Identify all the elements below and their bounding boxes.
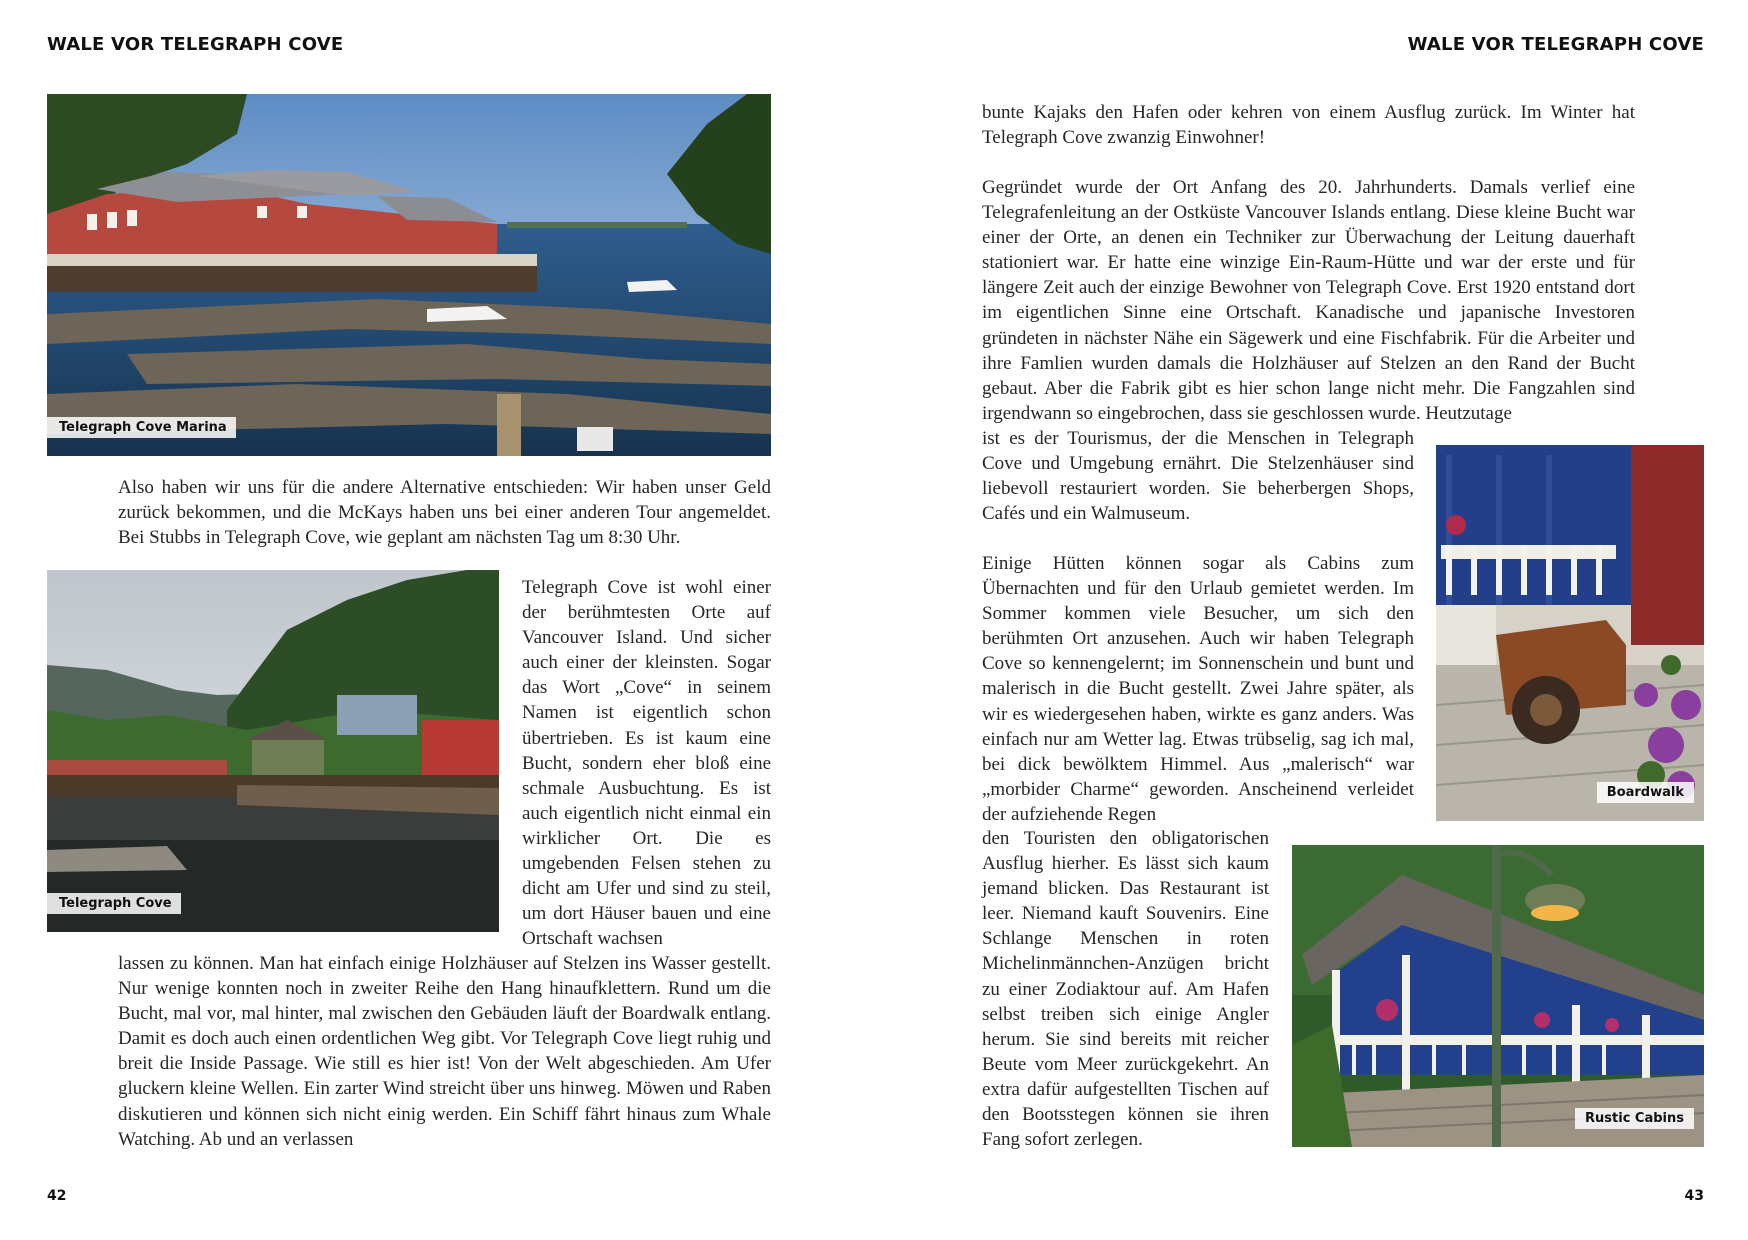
caption-rustic-cabins: Rustic Cabins — [1575, 1108, 1694, 1129]
photo-telegraph-cove-marina — [47, 94, 771, 456]
right-paragraph-history-text: Gegründet wurde der Ort Anfang des 20. Jahrhunderts. Damals verlief eine Telegrafenleitung an der Ostküste Vancouver Islands entlang. Diese kleine Bucht war einer der Orte, an denen ein Techniker zur Überwachung der Leitung dauerhaft stationiert war. Er hatte eine winzige Ein-Raum-Hütte und war der erste und für längere Zeit auch der einzige Bewohner von Telegraph Cove. Erst 1920 entstand dort im eigentlichen Sinne eine Ortschaft. Kanadische und japanische Investoren gründeten in nächster Nähe ein Sägewerk und eine Fischfabrik. Für die Arbeiter und ihre Famlien wurden damals die Holzhäuser auf Stelzen an den Rand der Bucht gebaut. Aber die Fabrik gibt es hier schon lange nicht mehr. Die Fangzahlen sind irgendwann so eingebrochen, dass sie geschlossen wurde. Heutzutage — [982, 177, 1635, 424]
left-paragraph-1-text: Also haben wir uns für die andere Alternative entschieden: Wir haben unser Geld zurück bekommen, und die McKays haben uns bei einer anderen Tour angemeldet. Bei Stubbs in Telegraph Cove, wie geplant am nächsten Tag um 8:30 Uhr. — [118, 477, 771, 549]
left-paragraph-1 — [118, 475, 771, 550]
left-paragraph-2-wrap — [522, 575, 771, 951]
right-paragraph-cabins-wrap-text: den Touristen den obligatorischen Ausflug hierher. Es lässt sich kaum jemand blicken. Das Restaurant ist leer. Niemand kauft Souvenirs. Eine Schlange Menschen in roten Michelinmännchen-Anzügen bricht zu einer Zodiaktour auf. Am Hafen selbst treiben sich einige Angler herum. Sie sind bereits mit reicher Beute vom Meer zurückgekehrt. An extra dafür aufgestellten Tischen auf den Bootsstegen können sie ihren Fang sofort zerlegen. — [982, 828, 1269, 1151]
right-paragraph-history-wrap — [982, 426, 1414, 526]
left-paragraph-2-full — [118, 951, 771, 1152]
right-paragraph-top — [982, 100, 1635, 150]
right-paragraph-top-text: bunte Kajaks den Hafen oder kehren von einem Ausflug zurück. Im Winter hat Telegraph Cove zwanzig Einwohner! — [982, 102, 1635, 149]
left-paragraph-2-wrap-text: Telegraph Cove ist wohl einer der berühmtesten Orte auf Vancouver Island. Und sicher auch einer der kleinsten. Sogar das Wort „Cove“ in seinem Namen ist eigentlich schon übertrieben. Es ist kaum eine Bucht, sondern eher bloß eine schmale Ausbuchtung. Es ist auch eigentlich nicht einmal ein wirklicher Ort. Die es umgebenden Felsen stehen zu dicht am Ufer und sind zu steil, um dort Häuser bauen und eine Ortschaft wachsen — [522, 577, 771, 950]
caption-telegraph-cove-marina: Telegraph Cove Marina — [47, 417, 236, 438]
right-paragraph-cabins-wrap — [982, 826, 1269, 1152]
right-running-header: WALE VOR TELEGRAPH COVE — [1407, 34, 1704, 55]
right-paragraph-history-wrap-text: ist es der Tourismus, der die Menschen in Telegraph Cove und Umgebung ernährt. Die Stelzenhäuser sind liebevoll restauriert worden. Sie beherbergen Shops, Cafés und ein Walmuseum. — [982, 428, 1414, 525]
right-paragraph-cabins-text: Einige Hütten können sogar als Cabins zum Übernachten und für den Urlaub gemietet werden. Im Sommer kommen viele Besucher, um sich den berühmten Ort anzusehen. Auch wir haben Telegraph Cove so kennengelernt; im Sonnenschein und bunt und malerisch in die Bucht gestellt. Zwei Jahre später, als wir es wiedergesehen haben, wirkte es ganz anders. Was einfach nur am Wetter lag. Etwas trübselig, sag ich mal, bei dick bewölktem Himmel. Aus „malerisch“ war „morbider Charme“ geworden. Anscheinend verleidet der aufziehende Regen — [982, 553, 1414, 825]
photo-telegraph-cove — [47, 570, 499, 932]
left-paragraph-2-full-text: lassen zu können. Man hat einfach einige Holzhäuser auf Stelzen ins Wasser gestellt. Nur wenige konnten noch in zweiter Reihe den Hang hinaufklettern. Rund um die Bucht, mal vor, mal hinter, mal zwischen den Gebäuden läuft der Boardwalk entlang. Damit es doch auch einen ordentlichen Weg gibt. Vor Telegraph Cove liegt ruhig und breit die Inside Passage. Wie still es hier ist! Von der Welt abgeschieden. Am Ufer gluckern kleine Wellen. Ein zarter Wind streicht über uns hinweg. Möwen und Raben diskutieren und können sich nicht einig werden. Ein Schiff fährt hinaus zum Whale Watching. Ab und an verlassen — [118, 953, 771, 1150]
right-paragraph-history — [982, 175, 1635, 426]
left-page-number: 42 — [47, 1188, 67, 1204]
caption-telegraph-cove: Telegraph Cove — [47, 893, 181, 914]
caption-boardwalk: Boardwalk — [1597, 782, 1694, 803]
photo-rustic-cabins — [1292, 845, 1704, 1147]
photo-boardwalk — [1436, 445, 1704, 821]
right-paragraph-cabins — [982, 551, 1414, 827]
left-running-header: WALE VOR TELEGRAPH COVE — [47, 34, 344, 55]
right-page-number: 43 — [1684, 1188, 1704, 1204]
